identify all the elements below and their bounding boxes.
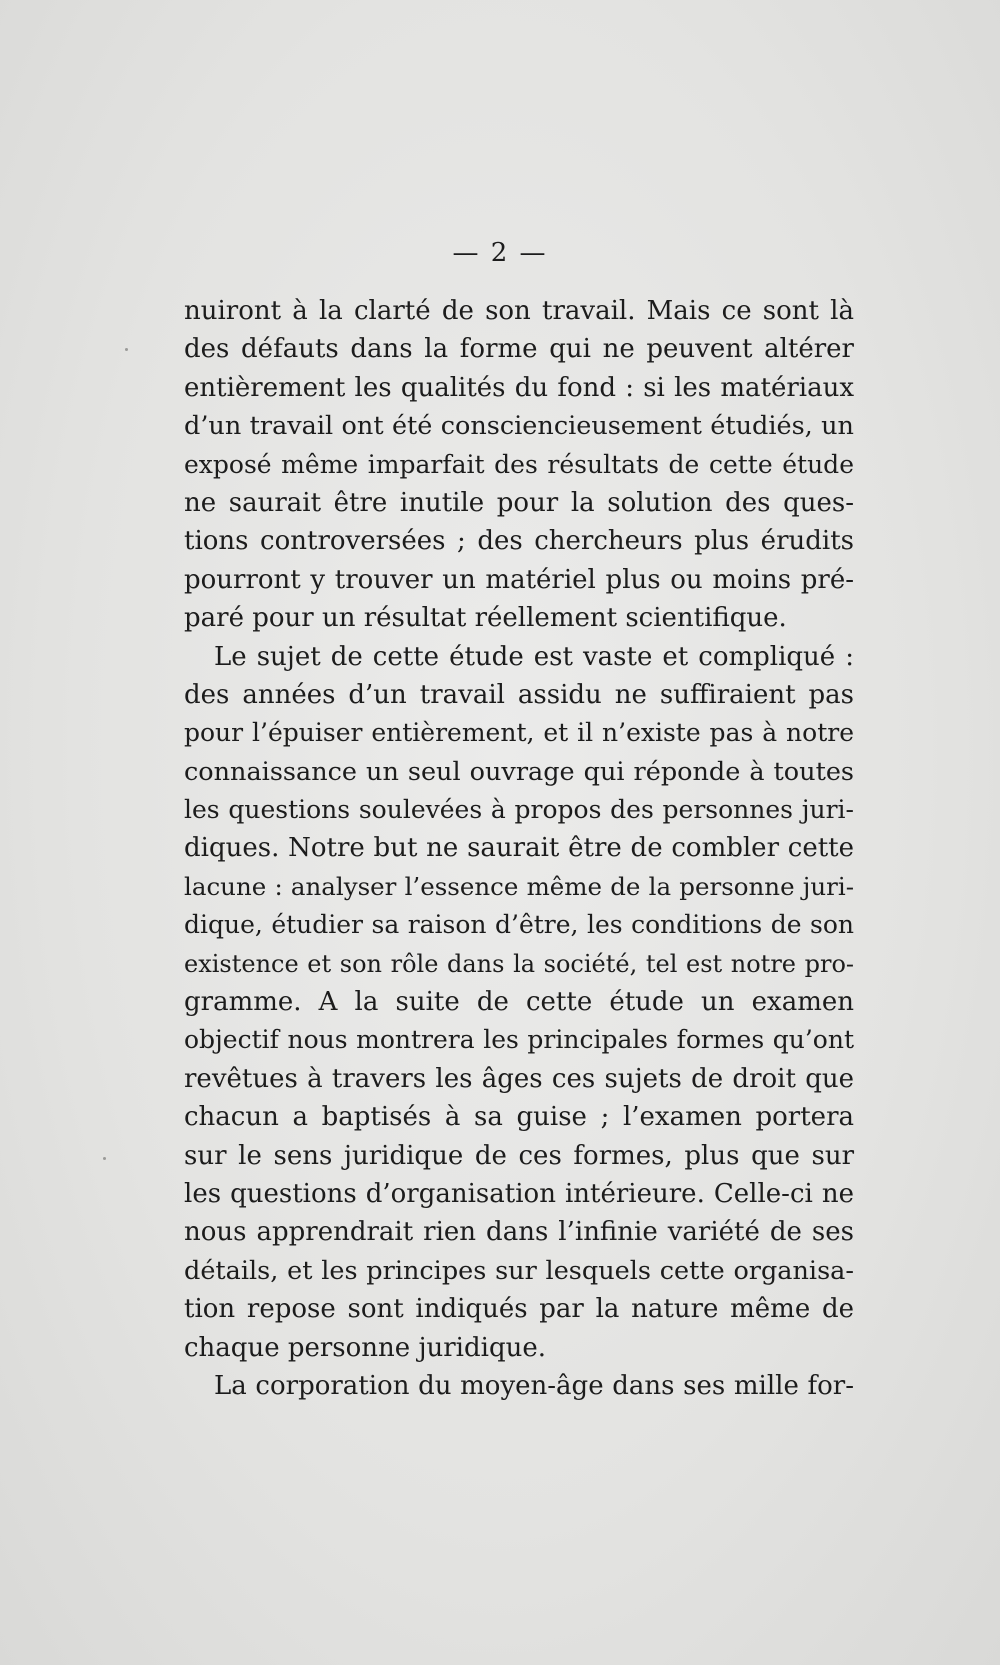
body-text [184,292,854,1405]
paper-speck [125,348,128,351]
text-line: exposé même imparfait des résultats de cette étude [184,449,854,479]
text-line: des défauts dans la forme qui ne peuvent altérer [184,334,854,365]
text-line: détails, et les principes sur lesquels cette organisa- [184,1255,854,1286]
text-line: tions controversées ; des chercheurs plus érudits [184,526,854,557]
text-line: La corporation du moyen-âge dans ses mille for- [214,1370,854,1401]
text-line: d’un travail ont été consciencieusement étudiés, un [184,411,854,442]
paper-speck [103,1157,106,1160]
text-line: dique, étudier sa raison d’être, les conditions de son [184,910,854,940]
page-number: — 2 — [452,238,548,268]
text-line: sur le sens juridique de ces formes, plus que sur [184,1140,854,1171]
text-line: entièrement les qualités du fond : si les matériaux [184,372,854,403]
text-line: les questions d’organisation intérieure. Celle-ci ne [184,1178,854,1209]
text-line: gramme. A la suite de cette étude un examen [184,987,854,1018]
text-line: pourront y trouver un matériel plus ou moins pré- [184,564,854,595]
text-line: les questions soulevées à propos des personnes juri- [184,795,854,825]
text-line: paré pour un résultat réellement scientifique. [184,603,787,634]
text-line: chacun a baptisés à sa guise ; l’examen portera [184,1102,854,1133]
text-line: diques. Notre but ne saurait être de combler cette [184,833,854,864]
text-line: tion repose sont indiqués par la nature même de [184,1294,854,1325]
text-line: lacune : analyser l’essence même de la personne juri- [184,871,854,901]
text-line: objectif nous montrera les principales formes qu’ont [184,1025,854,1055]
text-line: nuiront à la clarté de son travail. Mais ce sont là [184,296,854,326]
text-line: pour l’épuiser entièrement, et il n’existe pas à notre [184,718,854,748]
text-line: ne saurait être inutile pour la solution des ques- [184,487,854,518]
text-line: connaissance un seul ouvrage qui réponde à toutes [184,756,854,787]
text-line: des années d’un travail assidu ne suffiraient pas [184,679,854,710]
text-line: existence et son rôle dans la société, tel est notre pro- [184,949,854,978]
text-line: revêtues à travers les âges ces sujets de droit que [184,1063,854,1094]
text-line: nous apprendrait rien dans l’infinie variété de ses [184,1217,854,1248]
text-line: chaque personne juridique. [184,1332,546,1363]
text-line: Le sujet de cette étude est vaste et compliqué : [214,641,854,672]
